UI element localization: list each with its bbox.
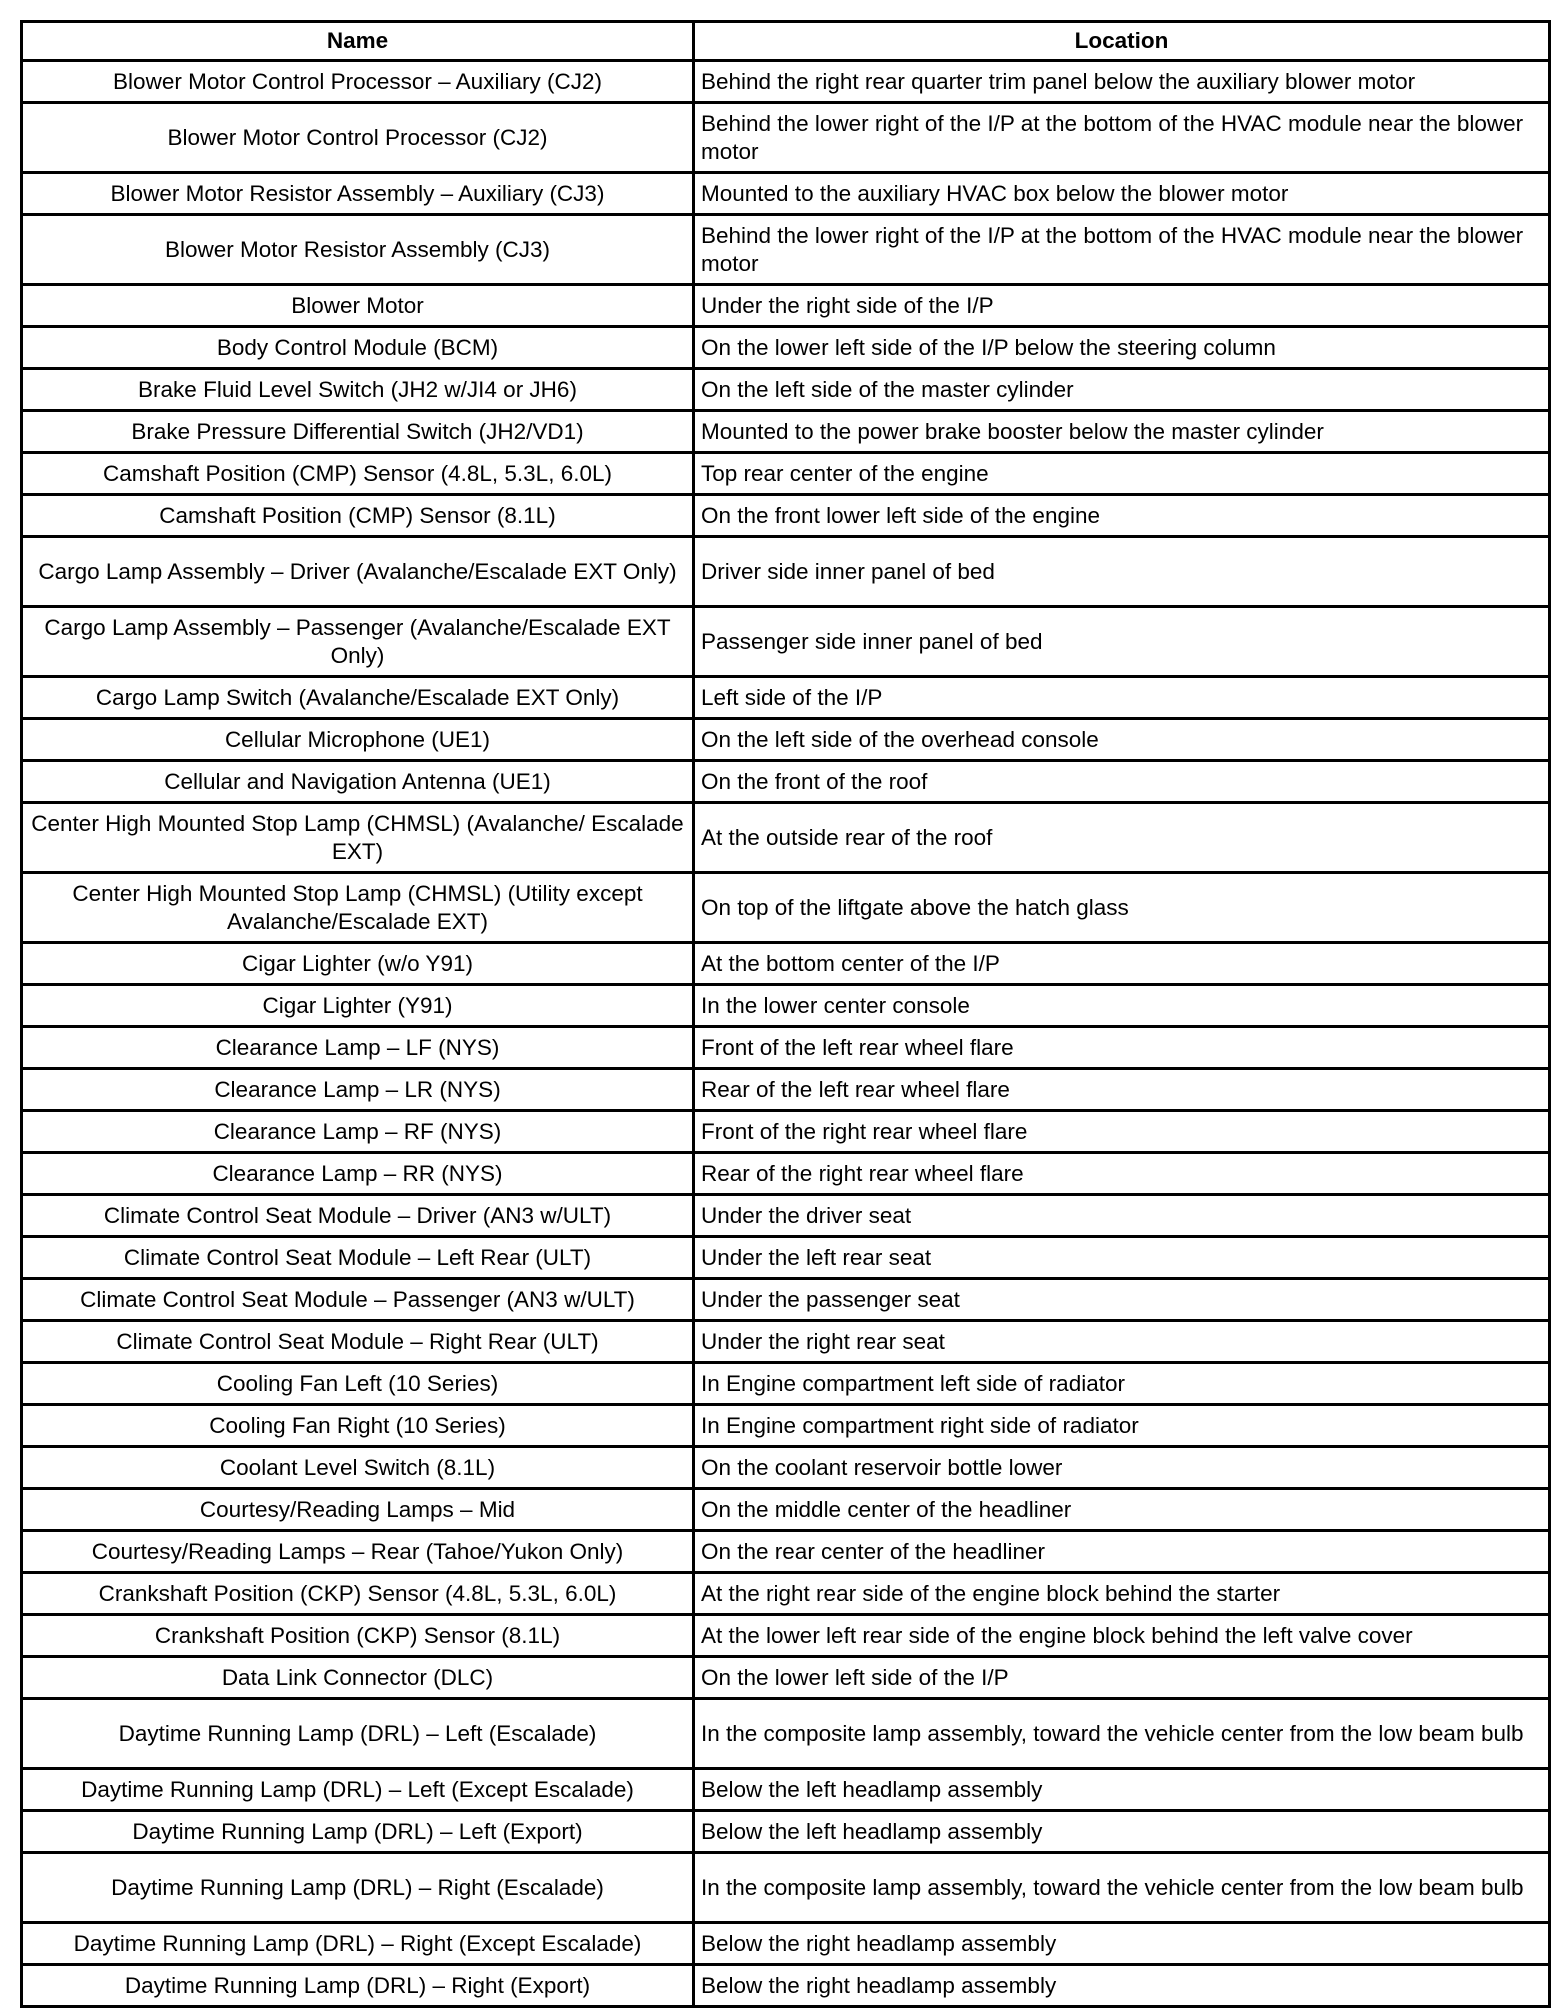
table-row [22, 173, 1550, 215]
table-row [22, 1923, 1550, 1965]
component-name-cell: Clearance Lamp – RF (NYS) [22, 1111, 694, 1153]
table-row [22, 1237, 1550, 1279]
table-row [22, 1965, 1550, 2007]
component-location-cell: Top rear center of the engine [694, 453, 1550, 495]
component-name-cell: Brake Fluid Level Switch (JH2 w/JI4 or JH6) [22, 369, 694, 411]
component-location-cell: On the lower left side of the I/P below the steering column [694, 327, 1550, 369]
component-name-cell: Blower Motor Control Processor – Auxiliary (CJ2) [22, 61, 694, 103]
component-name-cell: Daytime Running Lamp (DRL) – Left (Escalade) [22, 1699, 694, 1769]
table-row [22, 1489, 1550, 1531]
component-location-cell: Mounted to the auxiliary HVAC box below the blower motor [694, 173, 1550, 215]
table-row [22, 1195, 1550, 1237]
table-row [22, 327, 1550, 369]
table-row [22, 61, 1550, 103]
table-row [22, 453, 1550, 495]
component-name-cell: Blower Motor [22, 285, 694, 327]
component-location-cell: Below the right headlamp assembly [694, 1923, 1550, 1965]
component-location-cell: On top of the liftgate above the hatch glass [694, 873, 1550, 943]
component-location-cell: Under the driver seat [694, 1195, 1550, 1237]
table-row [22, 761, 1550, 803]
table-row [22, 873, 1550, 943]
component-name-cell: Daytime Running Lamp (DRL) – Left (Except Escalade) [22, 1769, 694, 1811]
component-name-cell: Climate Control Seat Module – Left Rear (ULT) [22, 1237, 694, 1279]
component-name-cell: Cargo Lamp Switch (Avalanche/Escalade EXT Only) [22, 677, 694, 719]
component-name-cell: Daytime Running Lamp (DRL) – Right (Export) [22, 1965, 694, 2007]
component-name-cell: Body Control Module (BCM) [22, 327, 694, 369]
component-name-cell: Crankshaft Position (CKP) Sensor (4.8L, 5.3L, 6.0L) [22, 1573, 694, 1615]
table-row [22, 411, 1550, 453]
table-row [22, 607, 1550, 677]
table-row [22, 1699, 1550, 1769]
table-row [22, 719, 1550, 761]
table-row [22, 1153, 1550, 1195]
component-location-cell: On the front lower left side of the engine [694, 495, 1550, 537]
table-row [22, 495, 1550, 537]
table-row [22, 1279, 1550, 1321]
table-row [22, 1769, 1550, 1811]
component-name-cell: Cooling Fan Left (10 Series) [22, 1363, 694, 1405]
component-location-cell: Under the left rear seat [694, 1237, 1550, 1279]
table-row [22, 537, 1550, 607]
component-location-cell: Below the left headlamp assembly [694, 1769, 1550, 1811]
component-location-cell: On the lower left side of the I/P [694, 1657, 1550, 1699]
component-name-cell: Cigar Lighter (Y91) [22, 985, 694, 1027]
component-location-cell: On the middle center of the headliner [694, 1489, 1550, 1531]
name-column-header: Name [22, 22, 694, 61]
component-location-cell: At the bottom center of the I/P [694, 943, 1550, 985]
component-location-cell: Rear of the left rear wheel flare [694, 1069, 1550, 1111]
component-location-cell: In Engine compartment right side of radiator [694, 1405, 1550, 1447]
component-name-cell: Daytime Running Lamp (DRL) – Right (Escalade) [22, 1853, 694, 1923]
table-row [22, 103, 1550, 173]
component-location-cell: Rear of the right rear wheel flare [694, 1153, 1550, 1195]
component-name-cell: Brake Pressure Differential Switch (JH2/VD1) [22, 411, 694, 453]
component-name-cell: Cooling Fan Right (10 Series) [22, 1405, 694, 1447]
component-name-cell: Center High Mounted Stop Lamp (CHMSL) (Utility except Avalanche/Escalade EXT) [22, 873, 694, 943]
component-name-cell: Climate Control Seat Module – Right Rear (ULT) [22, 1321, 694, 1363]
table-row [22, 1811, 1550, 1853]
table-row [22, 1853, 1550, 1923]
component-name-cell: Cargo Lamp Assembly – Driver (Avalanche/Escalade EXT Only) [22, 537, 694, 607]
component-location-cell: Behind the lower right of the I/P at the bottom of the HVAC module near the blower motor [694, 215, 1550, 285]
component-location-cell: On the coolant reservoir bottle lower [694, 1447, 1550, 1489]
component-location-cell: On the rear center of the headliner [694, 1531, 1550, 1573]
component-location-cell: Driver side inner panel of bed [694, 537, 1550, 607]
header-row [22, 22, 1550, 61]
component-location-cell: Below the left headlamp assembly [694, 1811, 1550, 1853]
component-name-cell: Climate Control Seat Module – Passenger (AN3 w/ULT) [22, 1279, 694, 1321]
component-name-cell: Clearance Lamp – LF (NYS) [22, 1027, 694, 1069]
table-row [22, 985, 1550, 1027]
table-row [22, 285, 1550, 327]
table-row [22, 803, 1550, 873]
location-column-header: Location [694, 22, 1550, 61]
component-location-cell: Front of the right rear wheel flare [694, 1111, 1550, 1153]
component-location-cell: In the composite lamp assembly, toward the vehicle center from the low beam bulb [694, 1853, 1550, 1923]
component-name-cell: Courtesy/Reading Lamps – Mid [22, 1489, 694, 1531]
table-row [22, 1321, 1550, 1363]
component-location-cell: Left side of the I/P [694, 677, 1550, 719]
component-location-cell: At the outside rear of the roof [694, 803, 1550, 873]
table-row [22, 215, 1550, 285]
component-location-cell: Under the right rear seat [694, 1321, 1550, 1363]
component-location-cell: Below the right headlamp assembly [694, 1965, 1550, 2007]
component-location-cell: Front of the left rear wheel flare [694, 1027, 1550, 1069]
component-name-cell: Clearance Lamp – LR (NYS) [22, 1069, 694, 1111]
table-row [22, 1615, 1550, 1657]
component-name-cell: Center High Mounted Stop Lamp (CHMSL) (Avalanche/ Escalade EXT) [22, 803, 694, 873]
component-location-cell: In the composite lamp assembly, toward the vehicle center from the low beam bulb [694, 1699, 1550, 1769]
table-row [22, 943, 1550, 985]
component-location-cell: At the lower left rear side of the engine block behind the left valve cover [694, 1615, 1550, 1657]
component-location-cell: Behind the right rear quarter trim panel below the auxiliary blower motor [694, 61, 1550, 103]
table-row [22, 1405, 1550, 1447]
component-name-cell: Blower Motor Resistor Assembly (CJ3) [22, 215, 694, 285]
table-row [22, 369, 1550, 411]
component-location-cell: On the left side of the overhead console [694, 719, 1550, 761]
table-row [22, 1657, 1550, 1699]
component-name-cell: Cellular and Navigation Antenna (UE1) [22, 761, 694, 803]
component-location-cell: In the lower center console [694, 985, 1550, 1027]
component-location-cell: At the right rear side of the engine block behind the starter [694, 1573, 1550, 1615]
component-name-cell: Camshaft Position (CMP) Sensor (8.1L) [22, 495, 694, 537]
component-name-cell: Crankshaft Position (CKP) Sensor (8.1L) [22, 1615, 694, 1657]
component-name-cell: Clearance Lamp – RR (NYS) [22, 1153, 694, 1195]
component-location-table [20, 20, 1551, 2008]
component-name-cell: Cellular Microphone (UE1) [22, 719, 694, 761]
component-location-cell: Mounted to the power brake booster below the master cylinder [694, 411, 1550, 453]
table-row [22, 1111, 1550, 1153]
component-name-cell: Daytime Running Lamp (DRL) – Right (Except Escalade) [22, 1923, 694, 1965]
component-location-cell: Under the passenger seat [694, 1279, 1550, 1321]
component-location-cell: On the left side of the master cylinder [694, 369, 1550, 411]
component-name-cell: Camshaft Position (CMP) Sensor (4.8L, 5.3L, 6.0L) [22, 453, 694, 495]
component-name-cell: Blower Motor Control Processor (CJ2) [22, 103, 694, 173]
component-location-cell: In Engine compartment left side of radiator [694, 1363, 1550, 1405]
table-row [22, 1069, 1550, 1111]
table-row [22, 1531, 1550, 1573]
component-name-cell: Climate Control Seat Module – Driver (AN3 w/ULT) [22, 1195, 694, 1237]
component-name-cell: Coolant Level Switch (8.1L) [22, 1447, 694, 1489]
table-row [22, 677, 1550, 719]
component-name-cell: Daytime Running Lamp (DRL) – Left (Export) [22, 1811, 694, 1853]
table-row [22, 1573, 1550, 1615]
component-name-cell: Cargo Lamp Assembly – Passenger (Avalanche/Escalade EXT Only) [22, 607, 694, 677]
component-name-cell: Data Link Connector (DLC) [22, 1657, 694, 1699]
component-location-cell: Behind the lower right of the I/P at the bottom of the HVAC module near the blower motor [694, 103, 1550, 173]
component-name-cell: Cigar Lighter (w/o Y91) [22, 943, 694, 985]
table-row [22, 1447, 1550, 1489]
table-row [22, 1363, 1550, 1405]
component-location-cell: Passenger side inner panel of bed [694, 607, 1550, 677]
component-name-cell: Blower Motor Resistor Assembly – Auxiliary (CJ3) [22, 173, 694, 215]
component-location-cell: On the front of the roof [694, 761, 1550, 803]
table-row [22, 1027, 1550, 1069]
component-location-cell: Under the right side of the I/P [694, 285, 1550, 327]
component-name-cell: Courtesy/Reading Lamps – Rear (Tahoe/Yukon Only) [22, 1531, 694, 1573]
